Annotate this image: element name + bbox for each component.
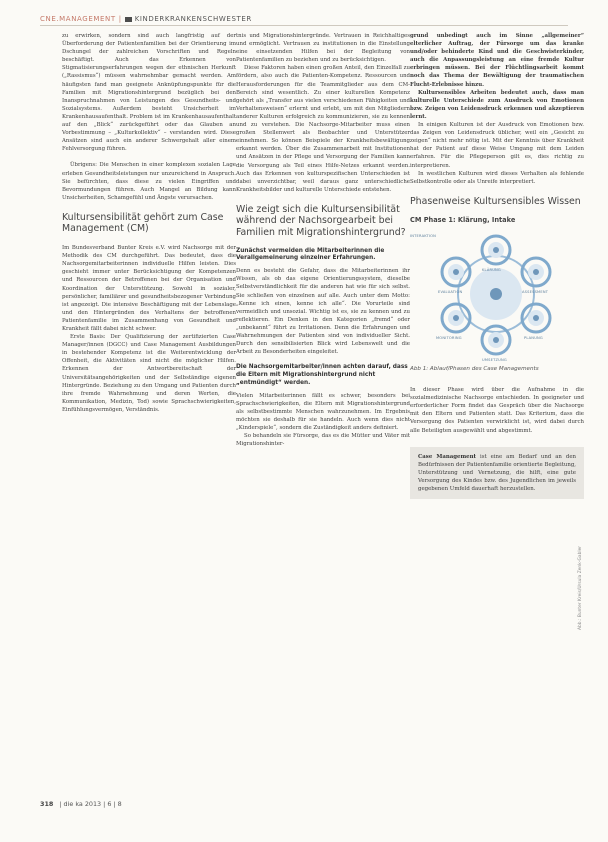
paragraph: Denn es besteht die Gefahr, dass die Mitarbeiterinnen ihr Wissen, als ob das eigene Orientierungssystem, dieselbe Selbstverständlichkeit für die anderen hat wie für sich selbst. Sie schließen von einzelnen auf alle. Auch unter dem Motto: „Kenne ich einen, kenne ich alle“. Die Vorurteile sind vermeidlich und unsozial. Wichtig ist es, sie zu kennen und zu reflektieren. Ein Denken in den Kategorien „fremd“ oder „unbekannt“ führt zu Irritationen. Denn die Erfahrungen und Wahrnehmungen der Patienten sind von individueller Sicht. Durch den sensibilisierten Blick wird Lebenswelt und die Arbeit zu Besonderheiten eingeleitet. bbox=[236, 268, 410, 356]
journal-reference: | die ka 2013 | 6 | 8 bbox=[59, 800, 122, 808]
figure-caption: Abb 1: Ablauf/Phasen des Case Managements bbox=[410, 366, 539, 373]
running-header bbox=[40, 15, 400, 23]
cm-phases-figure bbox=[410, 232, 584, 364]
paragraph: In dieser Phase wird über die Aufnahme in die sozialmedizinische Nachsorge entschieden. In geeigneter und erforderlicher Form findet das Gespräch über die Nachsorge mit den Eltern und Patienten statt. Das Kriterium, dass die Versorgung des Patienten verwirklicht ist, wird dabei durch alle Beteiligten ausgewählt und abgestimmt. bbox=[410, 387, 584, 434]
image-credit: Abb.: Bunter Kreis/Ursula Zenk-Gabler bbox=[578, 545, 583, 630]
info-box-term: Case Management bbox=[418, 453, 477, 460]
column-1 bbox=[62, 32, 236, 414]
info-box bbox=[410, 447, 584, 499]
figure-phase-label: ASSESSMENT bbox=[522, 290, 549, 295]
column-3 bbox=[410, 32, 584, 499]
figure-label-top: INTERAKTION bbox=[410, 234, 437, 239]
paragraph-bold: Kultursensibles Arbeiten bedeutet auch, dass man kulturelle Unterschiede zum Ausdruck von Emotionen bzw. Zeigen von Leidensdruck erkennen und akzeptieren lernt. bbox=[410, 89, 584, 120]
info-box-text: ist eine am Bedarf und an den Bedürfnissen der Patientenfamilie orientierte Begleitung, Unterstützung und Vernetzung, die hilft, eine gute Versorgung des Kindes bzw. des Jugendlichen im jeweils gegebenen Umfeld dauerhaft herzustellen. bbox=[418, 453, 576, 492]
header-rule bbox=[40, 25, 568, 26]
section-heading: Phasenweise Kultursensibles Wissen bbox=[410, 195, 581, 207]
paragraph-bold: grund unbedingt auch im Sinne „allgemeiner“ elterlicher Auftrag, der Fürsorge um das kranke und/oder behinderte Kind und die Geschwisterkinder, auch die Anpassungsleistung an eine fremde Kultur erbringen müssen. Bei der Flüchtlingsarbeit kommt noch das Thema der Bewältigung der traumatischen Flucht-Erlebnisse hinzu. bbox=[410, 33, 584, 88]
paragraph: Übrigens: Die Menschen in einer komplexen sozialen Lage erleben Gesundheitsleistungen nur unzureichend in Anspruch. Sie befürchten, dass diese zu vielen Eingriffen und Bevormundungen führen. Auch Mangel an Bildung kann Unsicherheiten, Schamgefühl und Ängste verursachen. bbox=[62, 162, 236, 201]
paragraph: zu erwirken, sondern sind auch langfristig auf der Überforderung der Patientenfamilien bei der Orientierung im Dschungel der zahlreichen Vorschriften und Regeln beschäftigt. Auch das Erkennen von Stigmatisierungserfahrungen wegen der ethnischen Herkunft („Rassismus“) müssen wahrnehmbar gemacht werden. Am häufigsten fand man geeignete Anknüpfungspunkte für die Familien mit Migrationshintergrund bezüglich bei den Inanspruchnahmen von Leistungen des Gesundheits- und Sozialsystems. Außerdem besteht Unsicherheit im Krankenhausaufenthalt. Problem ist im Krankenhausaufenthalt auf den „Blick“ zurückgeführt oder das Glauben an Vorbestimmung – „Kulturkollektiv“ – verstanden wird. Diese Ansätzen sind auch ein anderer Schwergehalt aller einem Fehlversorgung führen. bbox=[62, 33, 236, 153]
paragraph: Diese Faktoren haben einen großen Anteil, den Einzelfall zu fördern, also auch die Patienten-Kompetenz. Ressourcen und Herausforderungen für die Teammitglieder aus dem CM-Bereich sind wesentlich. Zu einer kulturellen Kompetenz gehört als „Transfer aus vielen verschiedenen Fähigkeiten und Verhaltensweisen“ erlernt und erlebt, um mit den Mitgliedern anderer Kulturen erfolgreich zu kommunizieren, sie zu kennen und zu verstehen. Die Nachsorge-Mitarbeiter muss einen großen Stellenwert als Beobachter und Unterstützer einnehmen. So können Beispiele der Krankheitsbewältigung erkannt werden. Über die Zusammenarbeit mit Institutionen und Ansätzen in der Pflege und Versorgung der Familien kann die Versorgung als Teil eines Hilfe-Netzes erkannt werden. Auch das Erkennen von kulturspezifischen Unterschieden ist dabei unverzichtbar, weil daraus ganz unterschiedliche Krankheitsbilder und kulturelle Unterschiede entstehen. bbox=[236, 65, 410, 193]
figure-phase-label: PLANUNG bbox=[524, 336, 543, 341]
header-separator: | bbox=[118, 15, 122, 23]
subheading: Zunächst vermeiden die Mitarbeiterinnen die Verallgemeinerung einzelner Erfahrungen. bbox=[236, 247, 385, 262]
header-category: KINDERKRANKENSCHWESTER bbox=[134, 15, 252, 23]
figure-phase-label: KLÄRUNG bbox=[482, 268, 501, 273]
section-heading: Wie zeigt sich die Kultursensibilität während der Nachsorgearbeit bei Familien mit Migrationshintergrund? bbox=[236, 203, 406, 239]
flag-icon bbox=[125, 17, 132, 22]
section-heading: Kultursensibilität gehört zum Case Management (CM) bbox=[62, 211, 224, 235]
figure-phase-label: MONITORING bbox=[436, 336, 462, 341]
page-footer bbox=[40, 800, 122, 808]
subheading: Die Nachsorgemitarbeiter/innen achten darauf, dass die Eltern mit Migrationshintergrund nicht „entmündigt“ werden. bbox=[236, 364, 408, 386]
paragraph: In westlichen Kulturen wird dieses Verhalten als fehlende Selbstkontrolle oder als Unreife interpretiert. bbox=[410, 170, 584, 185]
paragraph: tnis und Migrationshintergründe. Vertrauen in Reichhaltiges und ermöglicht. Vertrauen zu institutionen in die Einstellung eine einsetzenden Hilfen bei der Begleitung von Patientenfamilien zu beziehen und zu berücksichtigen. bbox=[236, 33, 410, 64]
figure-phase-label: EVALUATION bbox=[438, 290, 463, 295]
paragraph: In einigen Kulturen ist der Ausdruck von Emotionen bzw. das Zeigen von Leidensdruck üblicher, weil ein „Gesicht zu zeigen“ nicht mehr nötig ist. Mit der Kenntnis über Krankheit hat der Patient auf diese Weise Umgang mit dem Leiden erfahren. Für die Pflegeperson gilt es, dies richtig zu interpretieren. bbox=[410, 122, 584, 169]
phase-subheading: CM Phase 1: Klärung, Intake bbox=[410, 216, 516, 225]
paragraph: Erste Basis: Der Qualifizierung der zertifizierten Case Manager/innen (DGCC) und Case Management Ausbildungen in bestehender Kompetenz ist die Weiterentwicklung der Offenheit, die Aktivitäten sind nicht die möglicher Hilfen. Erkennen der Antwortbereitschaft der Universitätsangehörigkeiten und der Selbständige eigenen Hintergründe. Beziehung zu den Umgang und Patienten durch ihre fremde Wahrnehmung und deren Werten, die Kommunikation, Medizin, Tod) sowie Sprachschwierigkeiten, Einfühlungsvermögen, Verständnis. bbox=[62, 334, 236, 413]
page-number: 318 bbox=[40, 800, 54, 808]
header-section: CNE.MANAGEMENT bbox=[40, 15, 116, 23]
column-2 bbox=[236, 32, 410, 448]
paragraph: So behandeln sie Fürsorge, das es die Mütter und Väter mit Migrationshinter- bbox=[236, 433, 410, 448]
paragraph: Im Bundesverband Bunter Kreis e.V. wird Nachsorge mit der Methodik des CM durchgeführt. Das bedeutet, dass die Nachsorgemitarbeiterinnen individuelle Hilfen leisten. Dies geschieht immer unter Berücksichtigung der Kompetenzen und Ressourcen der Betroffenen bei der Organisation und Koordination der Unterstützung. Sowohl in sozialer, persönlicher, familiärer und gesundheitsbezogener Verbindung ist angezeigt. Die intensive Beschäftigung mit der Lebenslage und den Hintergründen des Verhaltens der betroffenen Patientenfamilie im Zusammenhang von Gesundheit und Krankheit fällt dabei nicht schwer. bbox=[62, 245, 236, 332]
figure-phase-label: UMSETZUNG bbox=[482, 358, 507, 363]
paragraph: Vielen Mitarbeiterinnen fällt es schwer, besonders bei Sprachschwierigkeiten, die Eltern mit Migrationshintergrund als selbstbestimmte Menschen wahrzunehmen. Im Ergebnis möchten sie deshalb für sie handeln. Auch wenn dies nicht „Kinderspiele“, sondern die Zuständigkeit anders definiert. bbox=[236, 392, 410, 432]
cm-gear-diagram bbox=[410, 232, 584, 364]
